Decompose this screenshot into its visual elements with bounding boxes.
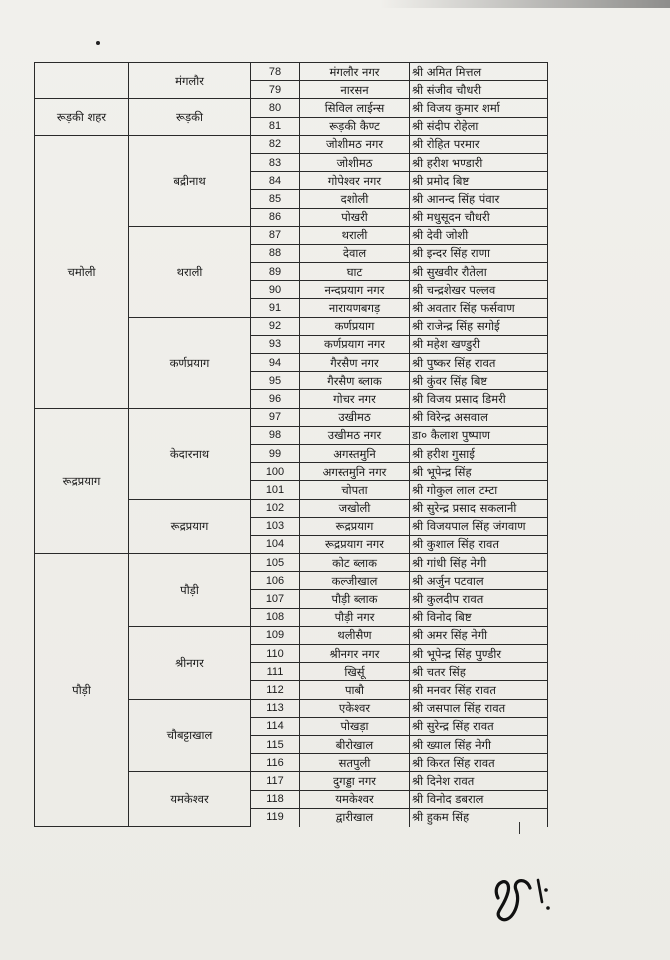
serial-number: 98 [251, 426, 300, 444]
serial-number: 88 [251, 244, 300, 262]
person-name: श्री कुशाल सिंह रावत [410, 535, 548, 553]
person-name: श्री भूपेन्द्र सिंह पुण्डीर [410, 645, 548, 663]
serial-number: 111 [251, 663, 300, 681]
serial-number: 115 [251, 735, 300, 753]
person-name: श्री हरीश भण्डारी [410, 153, 548, 171]
serial-number: 118 [251, 790, 300, 808]
unit-name: खिर्सू [300, 663, 410, 681]
serial-number: 79 [251, 81, 300, 99]
serial-number: 97 [251, 408, 300, 426]
pen-dot [96, 41, 100, 45]
person-name: श्री कुंवर सिंह बिष्ट [410, 372, 548, 390]
unit-name: अगस्तमुनि [300, 444, 410, 462]
serial-number: 83 [251, 153, 300, 171]
person-name: डा० कैलाश पुष्पाण [410, 426, 548, 444]
serial-number: 108 [251, 608, 300, 626]
person-name: श्री अर्जुन पटवाल [410, 572, 548, 590]
unit-name: रूद्रप्रयाग [300, 517, 410, 535]
unit-name: जखोली [300, 499, 410, 517]
unit-name: उखीमठ नगर [300, 426, 410, 444]
person-name: श्री मनवर सिंह रावत [410, 681, 548, 699]
assembly-cell: केदारनाथ [129, 408, 251, 499]
unit-name: द्वारीखाल [300, 808, 410, 826]
serial-number: 89 [251, 263, 300, 281]
serial-number: 113 [251, 699, 300, 717]
unit-name: श्रीनगर नगर [300, 645, 410, 663]
person-name: श्री कुलदीप रावत [410, 590, 548, 608]
assembly-cell: रूद्रप्रयाग [129, 499, 251, 554]
person-name: श्री गांधी सिंह नेगी [410, 554, 548, 572]
unit-name: कल्जीखाल [300, 572, 410, 590]
person-name: श्री विरेन्द्र असवाल [410, 408, 548, 426]
district-cell [35, 63, 129, 99]
serial-number: 102 [251, 499, 300, 517]
serial-number: 114 [251, 717, 300, 735]
person-name: श्री आनन्द सिंह पंवार [410, 190, 548, 208]
serial-number: 96 [251, 390, 300, 408]
unit-name: थलीसैण [300, 626, 410, 644]
district-cell: पौड़ी [35, 554, 129, 827]
person-name: श्री गोकुल लाल टम्टा [410, 481, 548, 499]
top-edge-shadow [380, 0, 670, 8]
unit-name: पाबौ [300, 681, 410, 699]
person-name: श्री मधुसूदन चौधरी [410, 208, 548, 226]
unit-name: रूड़की कैण्ट [300, 117, 410, 135]
person-name: श्री सुरेन्द्र प्रसाद सकलानी [410, 499, 548, 517]
unit-name: चोपता [300, 481, 410, 499]
unit-name: दशोली [300, 190, 410, 208]
person-name: श्री सुखवीर रौतेला [410, 263, 548, 281]
person-name: श्री हरीश गुसाई [410, 444, 548, 462]
serial-number: 99 [251, 444, 300, 462]
person-name: श्री किरत सिंह रावत [410, 754, 548, 772]
person-name: श्री चन्द्रशेखर पल्लव [410, 281, 548, 299]
unit-name: गैरसैण ब्लाक [300, 372, 410, 390]
serial-number: 116 [251, 754, 300, 772]
person-name: श्री ख्याल सिंह नेगी [410, 735, 548, 753]
serial-number: 92 [251, 317, 300, 335]
person-name: श्री विजयपाल सिंह जंगवाण [410, 517, 548, 535]
district-cell: चमोली [35, 135, 129, 408]
person-name: श्री अवतार सिंह फर्सवाण [410, 299, 548, 317]
serial-number: 107 [251, 590, 300, 608]
serial-number: 110 [251, 645, 300, 663]
assembly-cell: यमकेश्वर [129, 772, 251, 827]
person-name: श्री देवी जोशी [410, 226, 548, 244]
serial-number: 106 [251, 572, 300, 590]
unit-name: गोचर नगर [300, 390, 410, 408]
unit-name: कोट ब्लाक [300, 554, 410, 572]
district-cell: रूड़की शहर [35, 99, 129, 135]
serial-number: 91 [251, 299, 300, 317]
person-name: श्री अमर सिंह नेगी [410, 626, 548, 644]
unit-name: यमकेश्वर [300, 790, 410, 808]
serial-number: 100 [251, 463, 300, 481]
assembly-cell: मंगलौर [129, 63, 251, 99]
pen-tick-mark [519, 822, 520, 834]
serial-number: 103 [251, 517, 300, 535]
unit-name: मंगलौर नगर [300, 63, 410, 81]
unit-name: रूद्रप्रयाग नगर [300, 535, 410, 553]
serial-number: 81 [251, 117, 300, 135]
person-name: श्री विजय प्रसाद डिमरी [410, 390, 548, 408]
unit-name: जोशीमठ नगर [300, 135, 410, 153]
assembly-cell: पौड़ी [129, 554, 251, 627]
unit-name: नारसन [300, 81, 410, 99]
assembly-cell: श्रीनगर [129, 626, 251, 699]
unit-name: पोखड़ा [300, 717, 410, 735]
handwritten-page-mark [486, 868, 566, 923]
serial-number: 85 [251, 190, 300, 208]
unit-name: घाट [300, 263, 410, 281]
person-name: श्री महेश खण्डुरी [410, 335, 548, 353]
serial-number: 117 [251, 772, 300, 790]
unit-name: देवाल [300, 244, 410, 262]
unit-name: कर्णप्रयाग [300, 317, 410, 335]
person-name: श्री इन्दर सिंह राणा [410, 244, 548, 262]
person-name: श्री रोहित परमार [410, 135, 548, 153]
assignment-table [34, 62, 548, 827]
person-name: श्री दिनेश रावत [410, 772, 548, 790]
serial-number: 109 [251, 626, 300, 644]
unit-name: सतपुली [300, 754, 410, 772]
unit-name: पौड़ी नगर [300, 608, 410, 626]
person-name: श्री संजीव चौधरी [410, 81, 548, 99]
serial-number: 101 [251, 481, 300, 499]
unit-name: नन्दप्रयाग नगर [300, 281, 410, 299]
assembly-cell: बद्रीनाथ [129, 135, 251, 226]
person-name: श्री चतर सिंह [410, 663, 548, 681]
person-name: श्री अमित मित्तल [410, 63, 548, 81]
assembly-cell: चौबट्टाखाल [129, 699, 251, 772]
person-name: श्री विजय कुमार शर्मा [410, 99, 548, 117]
serial-number: 87 [251, 226, 300, 244]
unit-name: एकेश्वर [300, 699, 410, 717]
unit-name: जोशीमठ [300, 153, 410, 171]
assembly-cell: कर्णप्रयाग [129, 317, 251, 408]
serial-number: 104 [251, 535, 300, 553]
serial-number: 90 [251, 281, 300, 299]
assembly-cell: थराली [129, 226, 251, 317]
serial-number: 112 [251, 681, 300, 699]
serial-number: 93 [251, 335, 300, 353]
person-name: श्री भूपेन्द्र सिंह [410, 463, 548, 481]
unit-name: गोपेश्वर नगर [300, 172, 410, 190]
serial-number: 105 [251, 554, 300, 572]
person-name: श्री विनोद डबराल [410, 790, 548, 808]
unit-name: पौड़ी ब्लाक [300, 590, 410, 608]
unit-name: नारायणबगड़ [300, 299, 410, 317]
assembly-cell: रूड़की [129, 99, 251, 135]
person-name: श्री हुकम सिंह [410, 808, 548, 826]
unit-name: सिविल लाईन्स [300, 99, 410, 117]
person-name: श्री राजेन्द्र सिंह सगोई [410, 317, 548, 335]
unit-name: थराली [300, 226, 410, 244]
serial-number: 95 [251, 372, 300, 390]
unit-name: पोखरी [300, 208, 410, 226]
district-cell: रूद्रप्रयाग [35, 408, 129, 554]
unit-name: गैरसैण नगर [300, 354, 410, 372]
unit-name: उखीमठ [300, 408, 410, 426]
serial-number: 80 [251, 99, 300, 117]
person-name: श्री पुष्कर सिंह रावत [410, 354, 548, 372]
person-name: श्री सुरेन्द्र सिंह रावत [410, 717, 548, 735]
unit-name: कर्णप्रयाग नगर [300, 335, 410, 353]
person-name: श्री जसपाल सिंह रावत [410, 699, 548, 717]
serial-number: 119 [251, 808, 300, 826]
serial-number: 78 [251, 63, 300, 81]
serial-number: 84 [251, 172, 300, 190]
person-name: श्री विनोद बिष्ट [410, 608, 548, 626]
unit-name: दुगड्डा नगर [300, 772, 410, 790]
unit-name: बीरोखाल [300, 735, 410, 753]
serial-number: 82 [251, 135, 300, 153]
person-name: श्री प्रमोद बिष्ट [410, 172, 548, 190]
serial-number: 94 [251, 354, 300, 372]
unit-name: अगस्तमुनि नगर [300, 463, 410, 481]
person-name: श्री संदीप रोहेला [410, 117, 548, 135]
serial-number: 86 [251, 208, 300, 226]
